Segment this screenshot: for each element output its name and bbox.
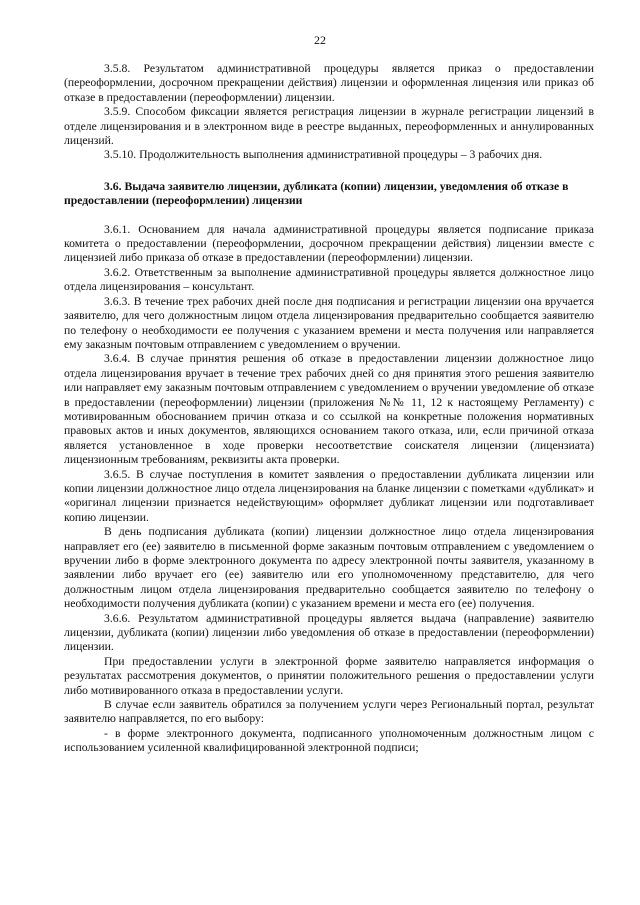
- paragraph-3-6-2: 3.6.2. Ответственным за выполнение административной процедуры является должностное лицо отдела лицензирования – консультант.: [64, 265, 594, 294]
- page-number: 22: [314, 33, 326, 47]
- paragraph-3-5-10: 3.5.10. Продолжительность выполнения административной процедуры – 3 рабочих дня.: [104, 148, 543, 162]
- paragraph-3-6-4: 3.6.4. В случае принятия решения об отказе в предоставлении лицензии должностное лицо отдела лицензирования вручает в течение трех рабочих дней со дня принятия этого решения заявителю или направляет ему заказным почтовым отправлением с уведомлением о вручении уведомление об отказе в предоставлении (переоформлении) лицензии (приложения №№ 11, 12 к настоящему Регламенту) с мотивированным обоснованием причин отказа и со ссылкой на конкретные положения нормативных правовых актов и иных документов, являющихся основанием такого отказа, или, если причиной отказа является установленное в ходе проверки несоответствие соискателя лицензии (лицензиата) лицензионным требованиям, реквизиты акта проверки.: [64, 352, 594, 467]
- paragraph-3-6-5: 3.6.5. В случае поступления в комитет заявления о предоставлении дубликата лицензии или копии лицензии должностное лицо отдела лицензирования на бланке лицензии с пометками «дубликат» и «оригинал лицензии признается недействующим» оформляет дубликат лицензии или подготавливает копию лицензии.: [64, 467, 594, 524]
- paragraph-3-6-1: 3.6.1. Основанием для начала административной процедуры является подписание приказа комитета о предоставлении (переоформлении, досрочном прекращении действия) лицензии вместе с лицензией либо приказа об отказе в предоставлении (переоформлении) лицензии.: [64, 222, 594, 265]
- paragraph-3-5-8: 3.5.8. Результатом административной процедуры является приказ о предоставлении (переоформлении, досрочном прекращении действия) лицензии и оформленная лицензия или приказ об отказе в предоставлении (переоформлении) лицензии.: [64, 62, 594, 104]
- paragraph-regional-portal: В случае если заявитель обратился за получением услуги через Региональный портал, результат заявителю направляется, по его выбору:: [64, 698, 594, 726]
- paragraph-3-6-6: 3.6.6. Результатом административной процедуры является выдача (направление) заявителю лицензии, дубликата (копии) лицензии либо уведомления об отказе в предоставлении (переоформлении) лицензии.: [64, 611, 594, 654]
- paragraph-3-5-9: 3.5.9. Способом фиксации является регистрация лицензии в журнале регистрации лицензий в отделе лицензирования и в электронном виде в реестре выданных, переоформленных и аннулированных лицензий.: [64, 105, 594, 148]
- paragraph-3-6-3: 3.6.3. В течение трех рабочих дней после дня подписания и регистрации лицензии она вручается заявителю, для чего должностным лицом отдела лицензирования предварительно сообщается заявителю по телефону о необходимости ее получения с указанием времени и места получения или направляется ему заказным почтовым отправлением с уведомлением о вручении.: [64, 294, 594, 351]
- list-item-electronic-document: - в форме электронного документа, подписанного уполномоченным должностным лицом с использованием усиленной квалифицированной электронной подписи;: [64, 726, 594, 755]
- paragraph-electronic-form: При предоставлении услуги в электронной форме заявителю направляется информация о результатах рассмотрения документов, о принятии положительного решения о предоставлении услуги либо мотивированного отказа в предоставлении услуги.: [64, 654, 594, 697]
- section-heading-3-6: 3.6. Выдача заявителю лицензии, дубликата (копии) лицензии, уведомления об отказе в предоставлении (переоформлении) лицензии: [64, 179, 569, 208]
- document-body: [64, 62, 594, 756]
- paragraph-duplicate-delivery: В день подписания дубликата (копии) лицензии должностное лицо отдела лицензирования направляет его (ее) заявителю в письменной форме заказным почтовым отправлением с уведомлением о вручении либо в форме электронного документа по адресу электронной почты заявителя, указанному в заявлении либо вручает его (ее) заявителю или его уполномоченному представителю, для чего должностным лицом отдела лицензирования предварительно сообщается заявителю по телефону о необходимости получения дубликата (копии) с указанием времени и места его (ее) получения.: [64, 525, 594, 611]
